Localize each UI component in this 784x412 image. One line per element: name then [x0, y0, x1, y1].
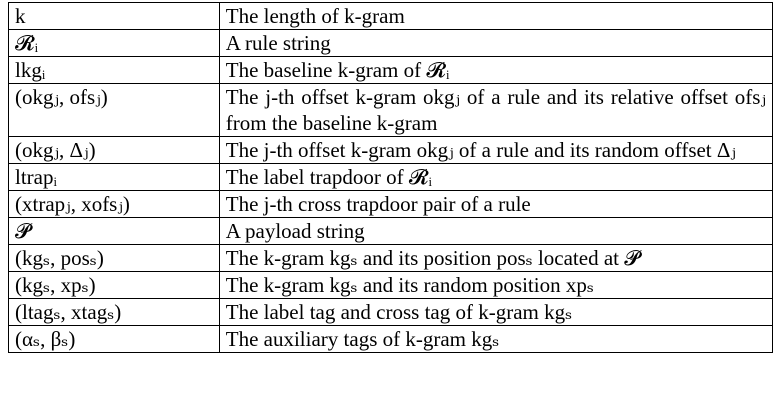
symbol-cell: ltrapᵢ [9, 164, 220, 191]
table-row [9, 164, 773, 191]
description-cell: A payload string [219, 218, 772, 245]
table-row [9, 245, 773, 272]
description-cell: The baseline k-gram of 𝓡ᵢ [219, 57, 772, 84]
description-cell: The length of k-gram [219, 3, 772, 30]
description-cell: The k-gram kgₛ and its random position xpₛ [219, 272, 772, 299]
table-row [9, 137, 773, 164]
table-row [9, 326, 773, 353]
description-cell: The label trapdoor of 𝓡ᵢ [219, 164, 772, 191]
description-cell: The label tag and cross tag of k-gram kgₛ [219, 299, 772, 326]
table-row [9, 272, 773, 299]
table-row [9, 30, 773, 57]
description-cell: The j-th cross trapdoor pair of a rule [219, 191, 772, 218]
table-row [9, 3, 773, 30]
symbol-cell: (okgⱼ, ofsⱼ) [9, 84, 220, 137]
symbol-cell: (αₛ, βₛ) [9, 326, 220, 353]
symbol-cell: (kgₛ, xpₛ) [9, 272, 220, 299]
symbol-cell: (kgₛ, posₛ) [9, 245, 220, 272]
symbol-cell: (ltagₛ, xtagₛ) [9, 299, 220, 326]
symbol-cell: lkgᵢ [9, 57, 220, 84]
symbol-cell: (xtrapⱼ, xofsⱼ) [9, 191, 220, 218]
table-row [9, 218, 773, 245]
table-row [9, 191, 773, 218]
symbol-cell: 𝓡ᵢ [9, 30, 220, 57]
description-cell: The auxiliary tags of k-gram kgₛ [219, 326, 772, 353]
symbol-cell: (okgⱼ, Δⱼ) [9, 137, 220, 164]
symbol-cell: 𝓟 [9, 218, 220, 245]
description-cell: The j-th offset k-gram okgⱼ of a rule and its relative offset ofsⱼ from the baseline k-gram [219, 84, 772, 137]
description-cell: The k-gram kgₛ and its position posₛ located at 𝓟 [219, 245, 772, 272]
table-row [9, 57, 773, 84]
description-cell: The j-th offset k-gram okgⱼ of a rule and its random offset Δⱼ [219, 137, 772, 164]
table-row [9, 84, 773, 137]
symbol-cell: k [9, 3, 220, 30]
description-cell: A rule string [219, 30, 772, 57]
notation-table-container [8, 2, 773, 353]
table-row [9, 299, 773, 326]
notation-table [8, 2, 773, 353]
